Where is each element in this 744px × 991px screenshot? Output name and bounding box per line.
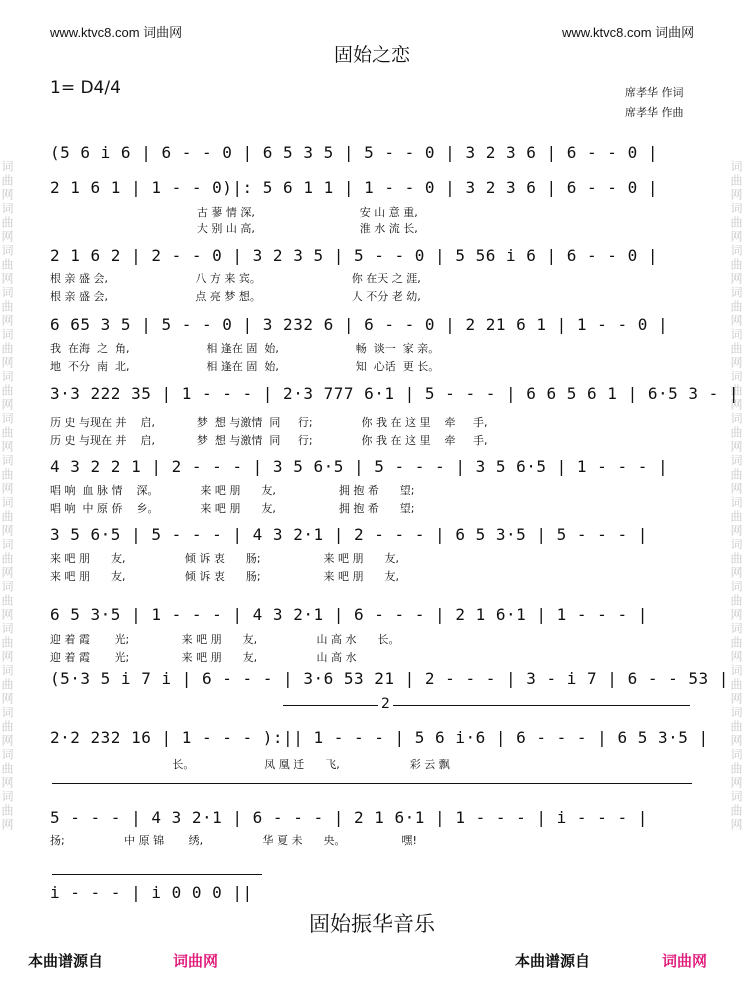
site-watermark-left: www.ktvc8.com 词曲网	[50, 25, 183, 40]
lyric-line-8b: 迎 着 霞 光; 来 吧 朋 友, 山 高 水	[50, 651, 357, 664]
lyric-line-7b: 来 吧 朋 友, 倾 诉 衷 肠; 来 吧 朋 友,	[50, 570, 399, 583]
lyric-line-11: 扬; 中 原 锦 绣, 华 夏 未 央。 嘿!	[50, 834, 417, 847]
tie-line-final	[52, 874, 262, 875]
source-brand-left[interactable]: 词曲网	[173, 952, 219, 970]
lyric-line-8a: 迎 着 霞 光; 来 吧 朋 友, 山 高 水 长。	[50, 633, 400, 646]
score-line-7: 3 5 6·5 | 5 - - - | 4 3 2·1 | 2 - - - | 6 5 3·5 | 5 - - - |	[50, 525, 648, 544]
score-line-12: i - - - | i 0 0 0 ||	[50, 883, 253, 902]
lyric-line-3b: 根 亲 盛 会, 点 亮 梦 想。 人 不分 老 幼,	[50, 290, 421, 303]
score-line-9: (5·3 5 i 7 i | 6 - - - | 3·6 53 21 | 2 - - - | 3 - i 7 | 6 - - 53 |	[50, 669, 729, 688]
lyric-line-4b: 地 不分 南 北, 相 逢在 固 始, 知 心话 更 长。	[50, 360, 440, 373]
source-label-left: 本曲谱源自	[28, 952, 104, 970]
score-line-2: 2 1 6 1 | 1 - - 0)|: 5 6 1 1 | 1 - - 0 | 3 2 3 6 | 6 - - 0 |	[50, 178, 658, 197]
score-line-4: 6 65 3 5 | 5 - - 0 | 3 232 6 | 6 - - 0 | 2 21 6 1 | 1 - - 0 |	[50, 315, 669, 334]
lyric-line-4a: 我 在海 之 角, 相 逢在 固 始, 畅 谈一 家 亲。	[50, 342, 440, 355]
score-line-8: 6 5 3·5 | 1 - - - | 4 3 2·1 | 6 - - - | 2 1 6·1 | 1 - - - |	[50, 605, 648, 624]
lyricist-credit: 席孝华 作词	[625, 86, 684, 99]
tie-line	[52, 783, 692, 784]
composer-credit: 席孝华 作曲	[625, 106, 684, 119]
lyric-line-6b: 唱 响 中 原 侨 乡。 来 吧 朋 友, 拥 抱 希 望;	[50, 502, 415, 515]
lyric-line-10: 长。 凤 凰 迁 飞, 彩 云 飘	[50, 758, 450, 771]
site-watermark-right: www.ktvc8.com 词曲网	[562, 25, 695, 40]
lyric-line-7a: 来 吧 朋 友, 倾 诉 衷 肠; 来 吧 朋 友,	[50, 552, 399, 565]
key-signature: 1= D4/4	[50, 78, 121, 98]
lyric-line-3a: 根 亲 盛 会, 八 方 来 宾。 你 在天 之 涯,	[50, 272, 421, 285]
side-watermark-right: 词曲网词曲网词曲网词曲网词曲网词曲网词曲网词曲网词曲网词曲网词曲网词曲网词曲网词曲网词曲网词曲网	[729, 159, 743, 832]
volta-bracket	[283, 705, 690, 716]
score-line-11: 5 - - - | 4 3 2·1 | 6 - - - | 2 1 6·1 | 1 - - - | i - - - |	[50, 808, 648, 827]
lyric-line-5a: 历 史 与现在 并 启, 梦 想 与激情 同 行; 你 我 在 这 里 牵 手,	[50, 416, 488, 429]
score-line-5: 3·3 222 35 | 1 - - - | 2·3 777 6·1 | 5 - - - | 6 6 5 6 1 | 6·5 3 - |	[50, 384, 740, 403]
side-watermark-left: 词曲网词曲网词曲网词曲网词曲网词曲网词曲网词曲网词曲网词曲网词曲网词曲网词曲网词曲网词曲网词曲网	[0, 159, 14, 832]
footer-brand: 固始振华音乐	[309, 912, 435, 936]
lyric-line-2a: 古 蓼 情 深, 安 山 意 重,	[50, 206, 418, 219]
source-label-right: 本曲谱源自	[515, 952, 591, 970]
source-brand-right[interactable]: 词曲网	[662, 952, 708, 970]
lyric-line-2b: 大 别 山 高, 淮 水 流 长,	[50, 222, 418, 235]
score-line-1: (5 6 i 6 | 6 - - 0 | 6 5 3 5 | 5 - - 0 | 3 2 3 6 | 6 - - 0 |	[50, 143, 658, 162]
lyric-line-6a: 唱 响 血 脉 情 深。 来 吧 朋 友, 拥 抱 希 望;	[50, 484, 415, 497]
score-line-3: 2 1 6 2 | 2 - - 0 | 3 2 3 5 | 5 - - 0 | 5 56 i 6 | 6 - - 0 |	[50, 246, 658, 265]
score-line-6: 4 3 2 2 1 | 2 - - - | 3 5 6·5 | 5 - - - | 3 5 6·5 | 1 - - - |	[50, 457, 669, 476]
lyric-line-5b: 历 史 与现在 并 启, 梦 想 与激情 同 行; 你 我 在 这 里 牵 手,	[50, 434, 488, 447]
score-line-10: 2·2 232 16 | 1 - - - ):|| 1 - - - | 5 6 i·6 | 6 - - - | 6 5 3·5 |	[50, 728, 709, 747]
song-title: 固始之恋	[333, 44, 410, 66]
volta-number: 2	[378, 696, 393, 712]
